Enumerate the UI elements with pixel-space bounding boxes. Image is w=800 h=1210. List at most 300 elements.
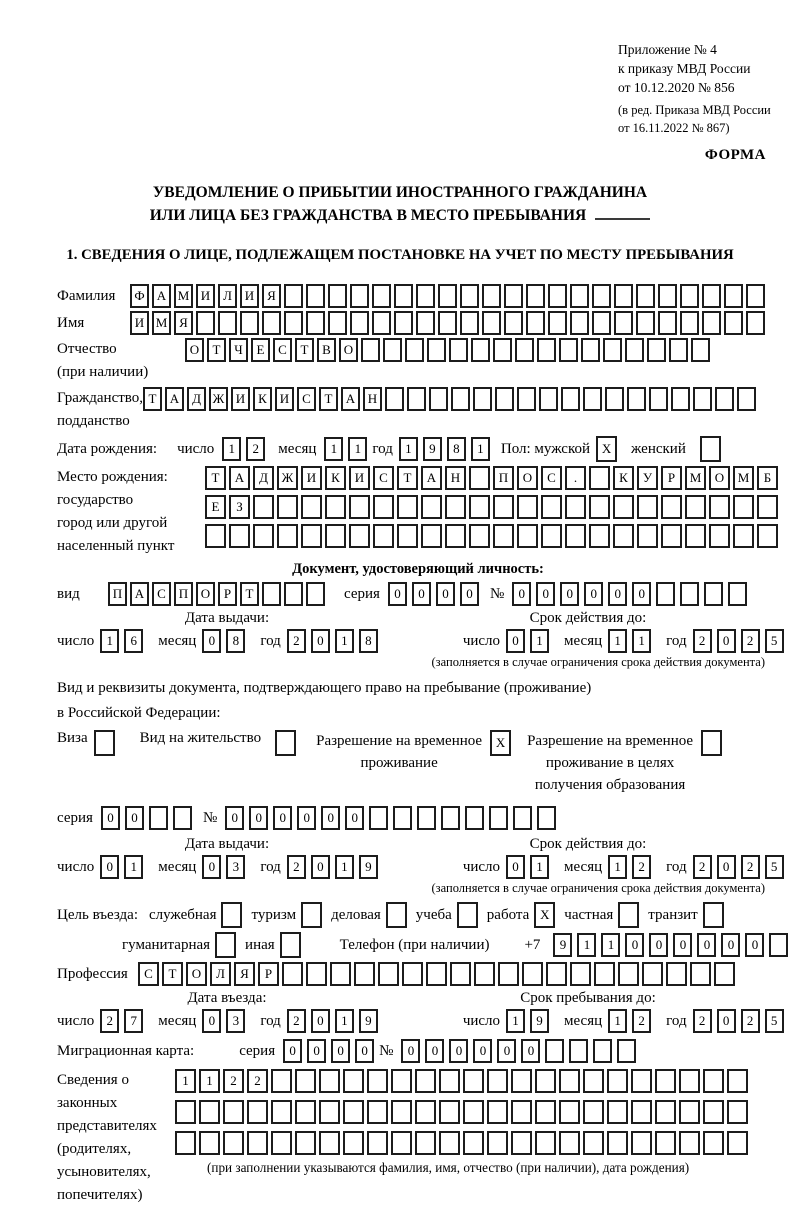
char-cell[interactable] — [247, 1100, 268, 1124]
char-cell[interactable] — [173, 806, 192, 830]
char-cell[interactable] — [513, 806, 532, 830]
char-cell[interactable] — [199, 1100, 220, 1124]
char-cell[interactable]: 1 — [601, 933, 620, 957]
char-cell[interactable] — [515, 338, 534, 362]
char-cell[interactable]: 1 — [335, 855, 354, 879]
char-cell[interactable]: Д — [187, 387, 206, 411]
char-cell[interactable] — [541, 495, 562, 519]
char-cell[interactable] — [361, 338, 380, 362]
char-cell[interactable] — [709, 524, 730, 548]
char-cell[interactable] — [319, 1100, 340, 1124]
char-cell[interactable]: 0 — [536, 582, 555, 606]
char-cell[interactable] — [548, 311, 567, 335]
char-cell[interactable] — [714, 962, 735, 986]
char-cell[interactable]: 3 — [226, 1009, 245, 1033]
char-cell[interactable]: Л — [218, 284, 237, 308]
char-cell[interactable]: И — [130, 311, 149, 335]
char-cell[interactable]: 1 — [399, 437, 418, 461]
char-cell[interactable] — [661, 524, 682, 548]
char-cell[interactable]: 2 — [100, 1009, 119, 1033]
char-cell[interactable] — [301, 524, 322, 548]
char-cell[interactable] — [691, 338, 710, 362]
char-cell[interactable] — [746, 311, 765, 335]
char-cell[interactable] — [539, 387, 558, 411]
char-cell[interactable] — [487, 1131, 508, 1155]
char-cell[interactable]: 9 — [423, 437, 442, 461]
char-cell[interactable] — [535, 1131, 556, 1155]
char-cell[interactable] — [328, 284, 347, 308]
char-cell[interactable] — [511, 1131, 532, 1155]
char-cell[interactable]: О — [186, 962, 207, 986]
char-cell[interactable]: С — [273, 338, 292, 362]
char-cell[interactable] — [489, 806, 508, 830]
char-cell[interactable] — [709, 495, 730, 519]
char-cell[interactable]: А — [229, 466, 250, 490]
char-cell[interactable]: О — [709, 466, 730, 490]
char-cell[interactable] — [271, 1069, 292, 1093]
char-cell[interactable]: 0 — [506, 855, 525, 879]
char-cell[interactable]: 5 — [765, 1009, 784, 1033]
char-cell[interactable] — [416, 284, 435, 308]
char-cell[interactable]: 7 — [124, 1009, 143, 1033]
char-cell[interactable] — [325, 495, 346, 519]
char-cell[interactable] — [277, 524, 298, 548]
char-cell[interactable] — [649, 387, 668, 411]
char-cell[interactable]: 1 — [335, 1009, 354, 1033]
char-cell[interactable] — [415, 1100, 436, 1124]
char-cell[interactable]: А — [341, 387, 360, 411]
char-cell[interactable] — [439, 1069, 460, 1093]
char-cell[interactable] — [465, 806, 484, 830]
char-cell[interactable]: 0 — [307, 1039, 326, 1063]
char-cell[interactable] — [306, 582, 325, 606]
char-cell[interactable] — [469, 466, 490, 490]
char-cell[interactable] — [757, 524, 778, 548]
char-cell[interactable]: 8 — [226, 629, 245, 653]
char-cell[interactable]: Я — [234, 962, 255, 986]
char-cell[interactable]: О — [339, 338, 358, 362]
char-cell[interactable]: 1 — [175, 1069, 196, 1093]
char-cell[interactable]: 0 — [625, 933, 644, 957]
char-cell[interactable]: 2 — [693, 1009, 712, 1033]
char-cell[interactable]: 0 — [283, 1039, 302, 1063]
char-cell[interactable]: 0 — [202, 855, 221, 879]
char-cell[interactable] — [559, 1131, 580, 1155]
char-cell[interactable] — [589, 524, 610, 548]
char-cell[interactable] — [526, 311, 545, 335]
char-cell[interactable] — [679, 1100, 700, 1124]
char-cell[interactable] — [583, 1100, 604, 1124]
char-cell[interactable] — [727, 1069, 748, 1093]
char-cell[interactable] — [498, 962, 519, 986]
char-cell[interactable]: 0 — [100, 855, 119, 879]
char-cell[interactable]: 1 — [124, 855, 143, 879]
char-cell[interactable]: П — [174, 582, 193, 606]
char-cell[interactable]: И — [231, 387, 250, 411]
char-cell[interactable] — [469, 524, 490, 548]
char-cell[interactable] — [647, 338, 666, 362]
char-cell[interactable] — [637, 524, 658, 548]
char-cell[interactable] — [637, 495, 658, 519]
char-cell[interactable] — [463, 1069, 484, 1093]
char-cell[interactable] — [469, 495, 490, 519]
char-cell[interactable] — [196, 311, 215, 335]
char-cell[interactable] — [463, 1131, 484, 1155]
char-cell[interactable] — [511, 1100, 532, 1124]
char-cell[interactable]: О — [185, 338, 204, 362]
char-cell[interactable] — [511, 1069, 532, 1093]
char-cell[interactable]: Т — [319, 387, 338, 411]
char-cell[interactable] — [319, 1131, 340, 1155]
char-cell[interactable]: С — [373, 466, 394, 490]
char-cell[interactable] — [680, 582, 699, 606]
char-cell[interactable]: Р — [661, 466, 682, 490]
char-cell[interactable]: 2 — [632, 1009, 651, 1033]
char-cell[interactable] — [223, 1131, 244, 1155]
char-cell[interactable] — [350, 284, 369, 308]
char-cell[interactable]: 1 — [348, 437, 367, 461]
char-cell[interactable] — [607, 1100, 628, 1124]
char-cell[interactable] — [636, 311, 655, 335]
char-cell[interactable] — [631, 1069, 652, 1093]
char-cell[interactable] — [607, 1131, 628, 1155]
char-cell[interactable] — [679, 1131, 700, 1155]
char-cell[interactable] — [149, 806, 168, 830]
char-cell[interactable] — [439, 1131, 460, 1155]
char-cell[interactable]: Н — [363, 387, 382, 411]
char-cell[interactable]: 1 — [199, 1069, 220, 1093]
char-cell[interactable]: М — [174, 284, 193, 308]
char-cell[interactable]: 0 — [249, 806, 268, 830]
char-cell[interactable]: Е — [251, 338, 270, 362]
char-cell[interactable]: Р — [258, 962, 279, 986]
char-cell[interactable] — [343, 1100, 364, 1124]
char-cell[interactable] — [724, 311, 743, 335]
char-cell[interactable] — [495, 387, 514, 411]
char-cell[interactable] — [253, 524, 274, 548]
char-cell[interactable] — [487, 1100, 508, 1124]
char-cell[interactable]: 1 — [506, 1009, 525, 1033]
char-cell[interactable] — [627, 387, 646, 411]
char-cell[interactable]: А — [165, 387, 184, 411]
char-cell[interactable]: И — [275, 387, 294, 411]
char-cell[interactable] — [450, 962, 471, 986]
char-cell[interactable]: 2 — [287, 855, 306, 879]
char-cell[interactable] — [680, 284, 699, 308]
char-cell[interactable] — [349, 495, 370, 519]
char-cell[interactable]: 0 — [425, 1039, 444, 1063]
char-cell[interactable] — [94, 730, 115, 756]
char-cell[interactable]: Т — [397, 466, 418, 490]
char-cell[interactable] — [757, 495, 778, 519]
char-cell[interactable] — [728, 582, 747, 606]
char-cell[interactable] — [429, 387, 448, 411]
char-cell[interactable]: 2 — [741, 855, 760, 879]
char-cell[interactable] — [277, 495, 298, 519]
char-cell[interactable]: 9 — [530, 1009, 549, 1033]
char-cell[interactable] — [253, 495, 274, 519]
char-cell[interactable] — [617, 1039, 636, 1063]
char-cell[interactable] — [386, 902, 407, 928]
char-cell[interactable] — [569, 1039, 588, 1063]
char-cell[interactable]: 0 — [101, 806, 120, 830]
char-cell[interactable] — [565, 495, 586, 519]
char-cell[interactable]: 5 — [765, 629, 784, 653]
char-cell[interactable]: Ж — [209, 387, 228, 411]
char-cell[interactable] — [325, 524, 346, 548]
char-cell[interactable] — [625, 338, 644, 362]
char-cell[interactable]: 0 — [345, 806, 364, 830]
char-cell[interactable] — [669, 338, 688, 362]
char-cell[interactable] — [592, 311, 611, 335]
char-cell[interactable] — [275, 730, 296, 756]
char-cell[interactable] — [394, 284, 413, 308]
char-cell[interactable]: 3 — [226, 855, 245, 879]
char-cell[interactable]: 2 — [247, 1069, 268, 1093]
char-cell[interactable] — [642, 962, 663, 986]
char-cell[interactable] — [421, 495, 442, 519]
char-cell[interactable]: X — [534, 902, 555, 928]
char-cell[interactable]: 5 — [765, 855, 784, 879]
char-cell[interactable] — [655, 1131, 676, 1155]
char-cell[interactable] — [517, 524, 538, 548]
char-cell[interactable] — [218, 311, 237, 335]
char-cell[interactable] — [441, 806, 460, 830]
char-cell[interactable] — [658, 311, 677, 335]
char-cell[interactable]: 9 — [553, 933, 572, 957]
char-cell[interactable] — [594, 962, 615, 986]
char-cell[interactable]: 0 — [649, 933, 668, 957]
char-cell[interactable]: З — [229, 495, 250, 519]
char-cell[interactable] — [559, 1069, 580, 1093]
char-cell[interactable] — [618, 902, 639, 928]
char-cell[interactable]: П — [108, 582, 127, 606]
char-cell[interactable]: Т — [143, 387, 162, 411]
char-cell[interactable] — [733, 524, 754, 548]
char-cell[interactable] — [391, 1100, 412, 1124]
char-cell[interactable] — [457, 902, 478, 928]
char-cell[interactable]: 2 — [223, 1069, 244, 1093]
char-cell[interactable]: К — [325, 466, 346, 490]
char-cell[interactable]: 0 — [673, 933, 692, 957]
char-cell[interactable]: М — [152, 311, 171, 335]
char-cell[interactable]: 2 — [693, 855, 712, 879]
char-cell[interactable]: 1 — [100, 629, 119, 653]
char-cell[interactable]: И — [349, 466, 370, 490]
char-cell[interactable] — [391, 1131, 412, 1155]
char-cell[interactable] — [175, 1100, 196, 1124]
char-cell[interactable] — [493, 495, 514, 519]
char-cell[interactable]: Я — [174, 311, 193, 335]
char-cell[interactable] — [397, 495, 418, 519]
char-cell[interactable] — [415, 1069, 436, 1093]
char-cell[interactable] — [703, 1100, 724, 1124]
char-cell[interactable]: А — [130, 582, 149, 606]
char-cell[interactable]: Б — [757, 466, 778, 490]
char-cell[interactable]: 9 — [359, 855, 378, 879]
char-cell[interactable] — [581, 338, 600, 362]
char-cell[interactable] — [221, 902, 242, 928]
char-cell[interactable] — [229, 524, 250, 548]
char-cell[interactable]: Я — [262, 284, 281, 308]
char-cell[interactable] — [535, 1069, 556, 1093]
char-cell[interactable]: 0 — [560, 582, 579, 606]
char-cell[interactable] — [407, 387, 426, 411]
char-cell[interactable]: К — [613, 466, 634, 490]
char-cell[interactable] — [685, 524, 706, 548]
char-cell[interactable]: 1 — [608, 629, 627, 653]
char-cell[interactable] — [493, 338, 512, 362]
char-cell[interactable] — [295, 1069, 316, 1093]
char-cell[interactable] — [517, 387, 536, 411]
char-cell[interactable] — [417, 806, 436, 830]
char-cell[interactable]: 0 — [311, 1009, 330, 1033]
char-cell[interactable] — [343, 1069, 364, 1093]
char-cell[interactable] — [175, 1131, 196, 1155]
char-cell[interactable]: Ч — [229, 338, 248, 362]
char-cell[interactable] — [700, 436, 721, 462]
char-cell[interactable] — [693, 387, 712, 411]
char-cell[interactable] — [724, 284, 743, 308]
char-cell[interactable] — [460, 284, 479, 308]
char-cell[interactable]: 1 — [530, 629, 549, 653]
char-cell[interactable]: Т — [295, 338, 314, 362]
char-cell[interactable] — [367, 1131, 388, 1155]
char-cell[interactable] — [372, 284, 391, 308]
char-cell[interactable] — [537, 338, 556, 362]
char-cell[interactable]: 0 — [497, 1039, 516, 1063]
char-cell[interactable]: К — [253, 387, 272, 411]
char-cell[interactable] — [703, 1131, 724, 1155]
char-cell[interactable]: И — [301, 466, 322, 490]
char-cell[interactable]: В — [317, 338, 336, 362]
char-cell[interactable] — [416, 311, 435, 335]
char-cell[interactable]: 8 — [359, 629, 378, 653]
char-cell[interactable]: 0 — [632, 582, 651, 606]
char-cell[interactable] — [526, 284, 545, 308]
char-cell[interactable]: 0 — [697, 933, 716, 957]
char-cell[interactable] — [570, 962, 591, 986]
char-cell[interactable] — [570, 311, 589, 335]
char-cell[interactable] — [605, 387, 624, 411]
char-cell[interactable] — [589, 466, 610, 490]
char-cell[interactable]: 2 — [741, 1009, 760, 1033]
char-cell[interactable] — [487, 1069, 508, 1093]
char-cell[interactable] — [482, 284, 501, 308]
char-cell[interactable]: А — [152, 284, 171, 308]
char-cell[interactable] — [679, 1069, 700, 1093]
char-cell[interactable]: 2 — [287, 1009, 306, 1033]
char-cell[interactable] — [451, 387, 470, 411]
char-cell[interactable] — [482, 311, 501, 335]
char-cell[interactable] — [284, 284, 303, 308]
char-cell[interactable] — [671, 387, 690, 411]
char-cell[interactable] — [631, 1100, 652, 1124]
char-cell[interactable]: 0 — [512, 582, 531, 606]
char-cell[interactable]: 6 — [124, 629, 143, 653]
char-cell[interactable]: Т — [207, 338, 226, 362]
char-cell[interactable]: П — [493, 466, 514, 490]
char-cell[interactable] — [613, 495, 634, 519]
char-cell[interactable]: 0 — [717, 855, 736, 879]
char-cell[interactable] — [445, 495, 466, 519]
char-cell[interactable]: 0 — [584, 582, 603, 606]
char-cell[interactable] — [592, 284, 611, 308]
char-cell[interactable]: 0 — [321, 806, 340, 830]
char-cell[interactable] — [378, 962, 399, 986]
char-cell[interactable] — [701, 730, 722, 756]
char-cell[interactable] — [282, 962, 303, 986]
char-cell[interactable] — [593, 1039, 612, 1063]
char-cell[interactable] — [391, 1069, 412, 1093]
char-cell[interactable]: 0 — [506, 629, 525, 653]
char-cell[interactable] — [439, 1100, 460, 1124]
char-cell[interactable]: 2 — [632, 855, 651, 879]
char-cell[interactable]: 0 — [202, 629, 221, 653]
char-cell[interactable]: 1 — [632, 629, 651, 653]
char-cell[interactable] — [330, 962, 351, 986]
char-cell[interactable] — [655, 1069, 676, 1093]
char-cell[interactable] — [727, 1131, 748, 1155]
char-cell[interactable] — [589, 495, 610, 519]
char-cell[interactable] — [655, 1100, 676, 1124]
char-cell[interactable] — [548, 284, 567, 308]
char-cell[interactable] — [702, 284, 721, 308]
char-cell[interactable] — [271, 1100, 292, 1124]
char-cell[interactable] — [473, 387, 492, 411]
char-cell[interactable] — [385, 387, 404, 411]
char-cell[interactable] — [559, 1100, 580, 1124]
char-cell[interactable]: 0 — [436, 582, 455, 606]
char-cell[interactable] — [295, 1100, 316, 1124]
char-cell[interactable]: С — [138, 962, 159, 986]
char-cell[interactable] — [658, 284, 677, 308]
char-cell[interactable] — [415, 1131, 436, 1155]
char-cell[interactable] — [733, 495, 754, 519]
char-cell[interactable] — [636, 284, 655, 308]
char-cell[interactable] — [397, 524, 418, 548]
char-cell[interactable] — [541, 524, 562, 548]
char-cell[interactable]: 1 — [530, 855, 549, 879]
char-cell[interactable]: 1 — [471, 437, 490, 461]
char-cell[interactable]: 1 — [608, 1009, 627, 1033]
char-cell[interactable]: X — [490, 730, 511, 756]
char-cell[interactable] — [301, 495, 322, 519]
char-cell[interactable]: 8 — [447, 437, 466, 461]
char-cell[interactable]: 0 — [273, 806, 292, 830]
char-cell[interactable] — [393, 806, 412, 830]
char-cell[interactable] — [280, 932, 301, 958]
char-cell[interactable]: 0 — [449, 1039, 468, 1063]
char-cell[interactable] — [559, 338, 578, 362]
char-cell[interactable] — [284, 582, 303, 606]
char-cell[interactable] — [570, 284, 589, 308]
char-cell[interactable] — [535, 1100, 556, 1124]
char-cell[interactable] — [301, 902, 322, 928]
char-cell[interactable] — [319, 1069, 340, 1093]
char-cell[interactable] — [727, 1100, 748, 1124]
char-cell[interactable] — [373, 495, 394, 519]
char-cell[interactable]: 0 — [125, 806, 144, 830]
char-cell[interactable] — [656, 582, 675, 606]
char-cell[interactable]: И — [196, 284, 215, 308]
char-cell[interactable] — [247, 1131, 268, 1155]
char-cell[interactable] — [583, 387, 602, 411]
char-cell[interactable]: 2 — [287, 629, 306, 653]
char-cell[interactable]: 0 — [460, 582, 479, 606]
char-cell[interactable]: М — [733, 466, 754, 490]
char-cell[interactable]: Е — [205, 495, 226, 519]
